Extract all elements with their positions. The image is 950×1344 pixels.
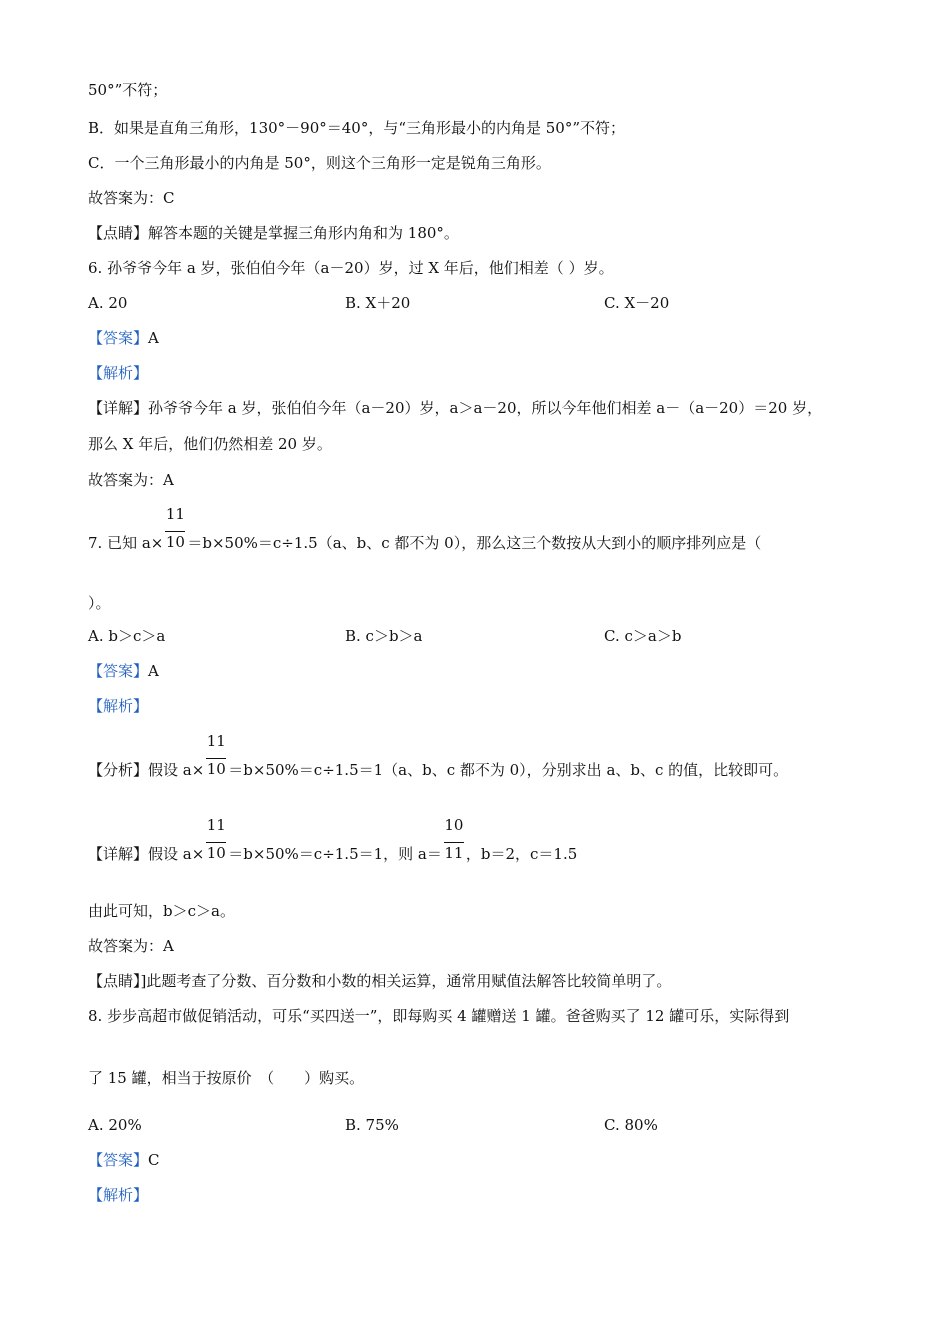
answer-value: C xyxy=(148,1151,160,1169)
q5-text-line: 50°”不符； xyxy=(88,81,168,99)
fraction-numerator: 11 xyxy=(165,505,185,523)
answer-tag: 【答案】 xyxy=(88,329,149,347)
q7-fenxi xyxy=(88,732,789,780)
answer-value: A xyxy=(148,329,159,347)
q7-option-b: B. c＞b＞a xyxy=(345,627,423,645)
q8-option-c: C. 80% xyxy=(604,1116,658,1134)
q6-option-a: A. 20 xyxy=(88,294,128,312)
q8-stem-line-2: 了 15 罐，相当于按原价 （ ）购买。 xyxy=(88,1069,365,1087)
fraction-11-10 xyxy=(204,732,228,778)
q7-xiangjie-prefix: 【详解】假设 a× xyxy=(88,845,205,863)
fraction-denominator: 10 xyxy=(206,760,226,778)
fraction-11-10 xyxy=(163,505,187,551)
q7-stem-suffix: ＝b×50%＝c÷1.5（a、b、c 都不为 0），那么这三个数按从大到小的顺序排列应是（ xyxy=(187,534,762,552)
q7-xiangjie xyxy=(88,816,578,864)
q5-option-b-explanation: B．如果是直角三角形，130°－90°＝40°，与“三角形最小的内角是 50°”不符； xyxy=(88,119,626,137)
q7-answer xyxy=(88,661,159,681)
fraction-numerator: 10 xyxy=(444,816,464,834)
q7-stem xyxy=(88,505,762,553)
q7-fenxi-suffix: ＝b×50%＝c÷1.5＝1（a、b、c 都不为 0），分别求出 a、b、c 的值，比较即可。 xyxy=(228,761,789,779)
answer-tag: 【答案】 xyxy=(88,1151,149,1169)
fraction-10-11 xyxy=(442,816,466,862)
q7-option-a: A. b＞c＞a xyxy=(88,627,166,645)
q8-analysis-tag: 【解析】 xyxy=(88,1186,149,1204)
q5-option-c-explanation: C．一个三角形最小的内角是 50°，则这个三角形一定是锐角三角形。 xyxy=(88,154,551,172)
fraction-numerator: 11 xyxy=(206,732,226,750)
q8-option-b: B. 75% xyxy=(345,1116,399,1134)
q6-detail-line-2: 那么 X 年后，他们仍然相差 20 岁。 xyxy=(88,435,332,453)
q7-xiangjie-mid: ＝b×50%＝c÷1.5＝1，则 a＝ xyxy=(228,845,442,863)
q7-derive: 由此可知，b＞c＞a。 xyxy=(88,902,235,920)
q6-analysis-tag: 【解析】 xyxy=(88,364,149,382)
q5-dianjing: 【点睛】解答本题的关键是掌握三角形内角和为 180°。 xyxy=(88,224,459,242)
q7-option-c: C. c＞a＞b xyxy=(604,627,682,645)
answer-tag: 【答案】 xyxy=(88,662,149,680)
q8-option-a: A. 20% xyxy=(88,1116,142,1134)
q7-conclusion: 故答案为：A xyxy=(88,937,174,955)
q6-option-b: B. X＋20 xyxy=(345,294,411,312)
q7-xiangjie-suffix: ，b＝2，c＝1.5 xyxy=(465,845,578,863)
q7-analysis-tag: 【解析】 xyxy=(88,697,149,715)
q7-stem-end: ）。 xyxy=(88,594,111,612)
answer-value: A xyxy=(148,662,159,680)
q5-conclusion: 故答案为：C xyxy=(88,189,175,207)
q6-conclusion: 故答案为：A xyxy=(88,471,174,489)
q6-option-c: C. X－20 xyxy=(604,294,670,312)
fraction-denominator: 10 xyxy=(165,533,185,551)
q7-dianjing: 【点睛】]此题考查了分数、百分数和小数的相关运算，通常用赋值法解答比较简单明了。 xyxy=(88,972,672,990)
fraction-numerator: 11 xyxy=(206,816,226,834)
q7-fenxi-prefix: 【分析】假设 a× xyxy=(88,761,205,779)
q8-stem-line-1: 8. 步步高超市做促销活动，可乐“买四送一”，即每购买 4 罐赠送 1 罐。爸爸购买了 12 罐可乐，实际得到 xyxy=(88,1007,790,1025)
q6-detail-line-1: 【详解】孙爷爷今年 a 岁，张伯伯今年（a－20）岁，a＞a－20，所以今年他们相差 a－（a－20）＝20 岁， xyxy=(88,399,823,417)
q6-answer xyxy=(88,328,159,348)
fraction-denominator: 11 xyxy=(444,844,464,862)
fraction-11-10 xyxy=(204,816,228,862)
q7-stem-prefix: 7. 已知 a× xyxy=(88,534,164,552)
q8-answer xyxy=(88,1150,160,1170)
fraction-denominator: 10 xyxy=(206,844,226,862)
q6-stem: 6. 孙爷爷今年 a 岁，张伯伯今年（a－20）岁，过 X 年后，他们相差（ ）岁。 xyxy=(88,259,614,277)
